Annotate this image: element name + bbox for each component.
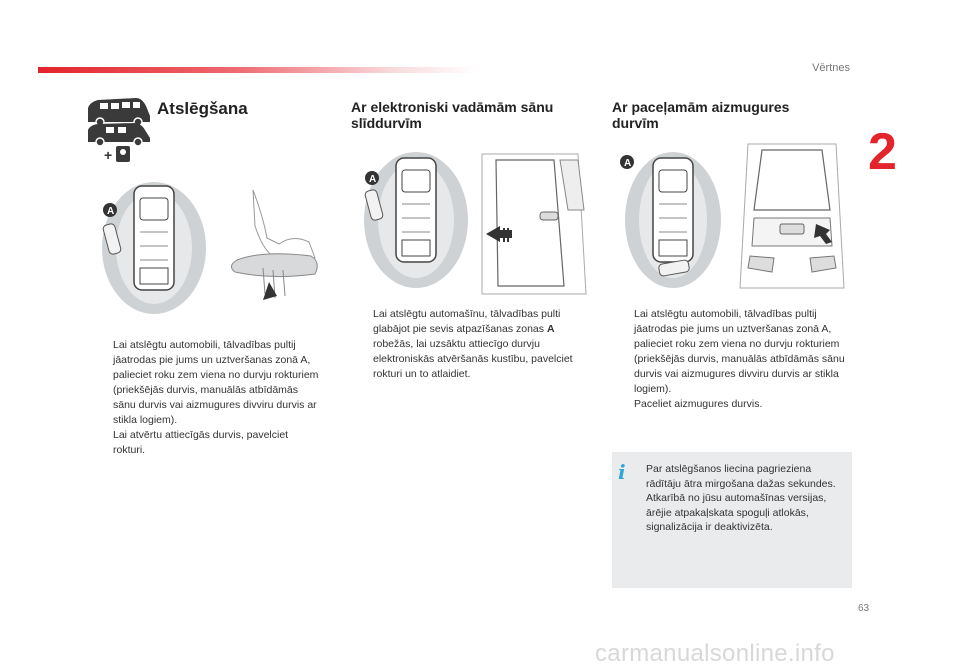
header-accent-bar [38, 67, 478, 73]
info-text [646, 462, 846, 535]
col3-zone-illustration [615, 150, 723, 300]
col2-title: Ar elektroniski vadāmām sānu slīddurvīm [351, 99, 554, 131]
bullet-text-end: robežās, lai uzsāktu attiecīgo durvju elektroniskās atvēršanās kustību, pavelciet rokturi un to atlaidiet. [373, 338, 573, 380]
bullet-text: Lai atslēgtu automobili, tālvadības pultij jāatrodas pie jums un uztveršanas zonā A, palieciet roku zem viena no durvju rokturiem (priekšējās durvis, manuālās atbīdāmās sānu durvis vai aizmugures divviru durvis ar stikla logiem). [113, 339, 319, 426]
bullet-text-start: Lai atslēgtu automašīnu, tālvadības pulti glabājot pie sevis atpazīšanas zonas [373, 308, 561, 335]
bullet-item [91, 428, 321, 458]
svg-text:A: A [369, 174, 377, 185]
vehicle-versions-icon [84, 94, 154, 166]
svg-text:A: A [107, 206, 115, 217]
col3-bullets [612, 307, 847, 412]
bullet-item [612, 397, 847, 412]
svg-text:+: + [104, 147, 113, 163]
zone-label: A [546, 323, 555, 335]
col1-zone-illustration [98, 180, 206, 316]
col3-tailgate-illustration [734, 140, 850, 298]
col2-sliding-door-illustration [478, 150, 590, 298]
watermark: carmanualsonline.info [595, 640, 835, 667]
bullet-item [351, 307, 596, 382]
info-paragraph: Atkarībā no jūsu automašīnas versijas, ārējie atpakaļskata spoguļi atlokās, signalizācija ir deaktivizēta. [646, 492, 827, 533]
chapter-number: 2 [868, 123, 897, 181]
col1-bullets [91, 338, 321, 458]
bullet-text: Lai atvērtu attiecīgās durvis, pavelciet rokturi. [113, 429, 289, 456]
bullet-item [612, 307, 847, 397]
info-paragraph: Par atslēgšanos liecina pagrieziena rādītāju ātra mirgošana dažas sekundes. [646, 463, 836, 490]
col3-title: Ar paceļamām aizmugures durvīm [612, 99, 790, 131]
bullet-text: Paceliet aizmugures durvis. [634, 398, 763, 410]
page-number: 63 [858, 603, 870, 614]
bullet-text: Lai atslēgtu automobili, tālvadības pultij jāatrodas pie jums un uztveršanas zonā A, palieciet roku zem viena no durvju rokturiem (priekšējās durvis, manuālās atbīdāmās sānu durvis vai aizmugures divviru durvis ar stikla logiem). [634, 308, 845, 395]
col2-bullets [351, 307, 596, 382]
col1-title: Atslēgšana [157, 99, 248, 118]
col2-zone-illustration [360, 150, 468, 290]
col1-hand-illustration [223, 186, 323, 314]
svg-text:A: A [624, 158, 632, 169]
bullet-item [91, 338, 321, 428]
section-title: Vērtnes [812, 62, 850, 74]
info-icon: i [618, 460, 626, 484]
